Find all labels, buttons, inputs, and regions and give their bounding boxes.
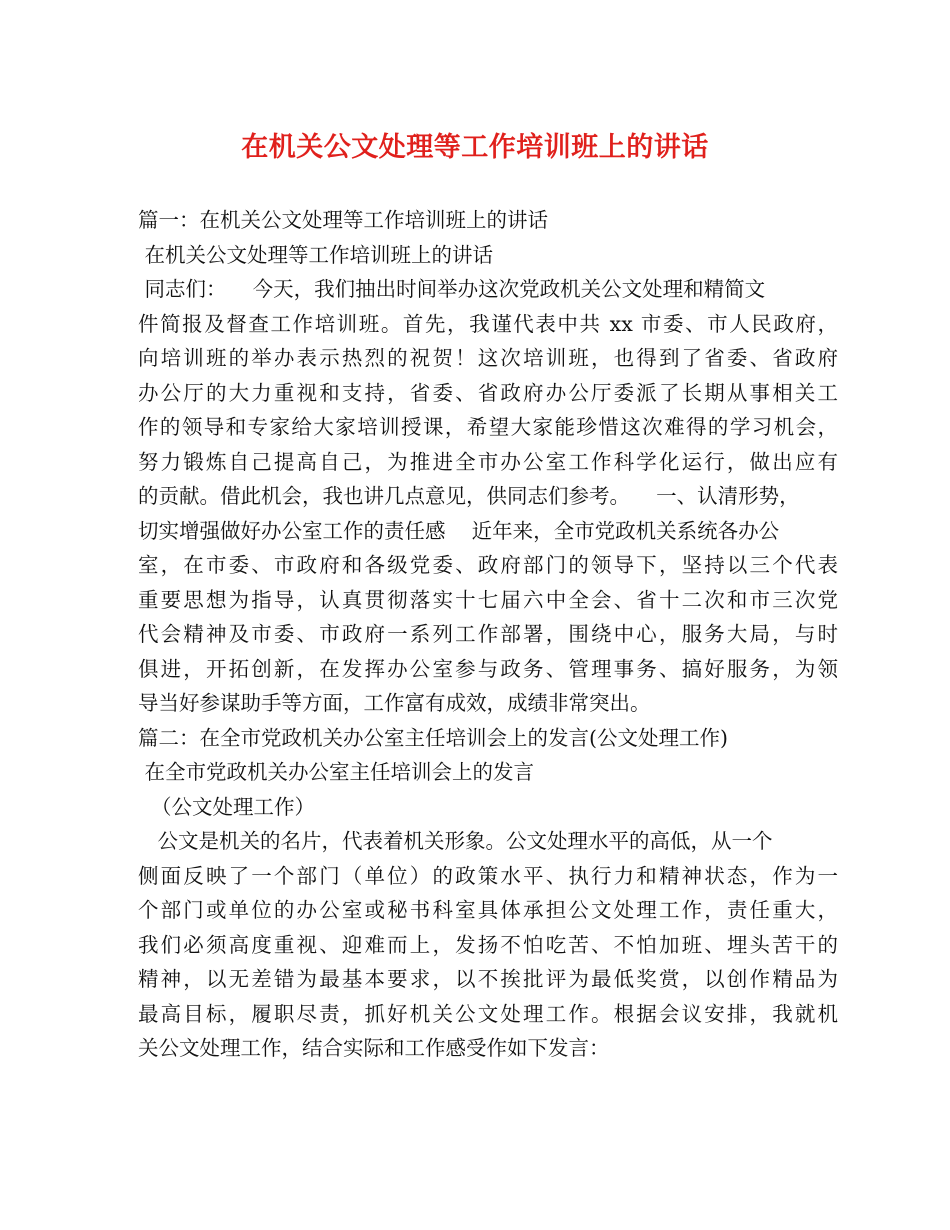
text-line: 导当好参谋助手等方面，工作富有成效，成绩非常突出。: [138, 691, 651, 715]
text-line: 件简报及督查工作培训班。首先，我谨代表中共 xx 市委、市人民政府，: [138, 311, 838, 336]
text-line: 侧面反映了一个部门（单位）的政策水平、执行力和精神状态，作为一: [138, 863, 838, 888]
text-line: 代会精神及市委、市政府一系列工作部署，围绕中心，服务大局，与时: [138, 622, 838, 646]
text-line: 在全市党政机关办公室主任培训会上的发言: [138, 760, 535, 784]
text-line: 在机关公文处理等工作培训班上的讲话: [138, 242, 494, 267]
text-line: （公文处理工作）: [138, 794, 316, 819]
text-line: 作的领导和专家给大家培训授课，希望大家能珍惜这次难得的学习机会，: [138, 415, 838, 439]
text-line: 我们必须高度重视、迎难而上，发扬不怕吃苦、不怕加班、埋头苦干的: [138, 932, 838, 957]
text-line: 办公厅的大力重视和支持，省委、省政府办公厅委派了长期从事相关工: [138, 380, 838, 405]
text-line: 公文是机关的名片，代表着机关形象。公文处理水平的高低，从一个: [138, 829, 773, 853]
text-line: 同志们： 今天，我们抽出时间举办这次党政机关公文处理和精简文: [138, 277, 766, 301]
text-line: 关公文处理工作，结合实际和工作感受作如下发言：: [138, 1036, 610, 1060]
text-line: 俱进，开拓创新，在发挥办公室参与政务、管理事务、搞好服务，为领: [138, 656, 838, 681]
text-line: 室，在市委、市政府和各级党委、政府部门的领导下，坚持以三个代表: [138, 553, 838, 577]
text-line: 的贡献。借此机会，我也讲几点意见，供同志们参考。 一、认清形势，: [138, 484, 800, 508]
text-line: 篇二：在全市党政机关办公室主任培训会上的发言(公文处理工作): [138, 725, 728, 750]
text-line: 努力锻炼自己提高自己，为推进全市办公室工作科学化运行，做出应有: [138, 449, 838, 474]
text-line: 重要思想为指导，认真贯彻落实十七届六中全会、省十二次和市三次党: [138, 587, 838, 612]
text-line: 向培训班的举办表示热烈的祝贺！这次培训班，也得到了省委、省政府: [138, 346, 838, 370]
text-line: 个部门或单位的办公室或秘书科室具体承担公文处理工作，责任重大，: [138, 898, 838, 922]
text-line: 最高目标，履职尽责，抓好机关公文处理工作。根据会议安排，我就机: [138, 1001, 838, 1026]
document-title: 在机关公文处理等工作培训班上的讲话: [241, 132, 709, 163]
text-line: 篇一：在机关公文处理等工作培训班上的讲话: [138, 208, 548, 232]
text-line: 精神，以无差错为最基本要求，以不挨批评为最低奖赏，以创作精品为: [138, 967, 838, 991]
text-line: 切实增强做好办公室工作的责任感 近年来，全市党政机关系统各办公: [138, 518, 780, 543]
document-body: [138, 203, 838, 1066]
